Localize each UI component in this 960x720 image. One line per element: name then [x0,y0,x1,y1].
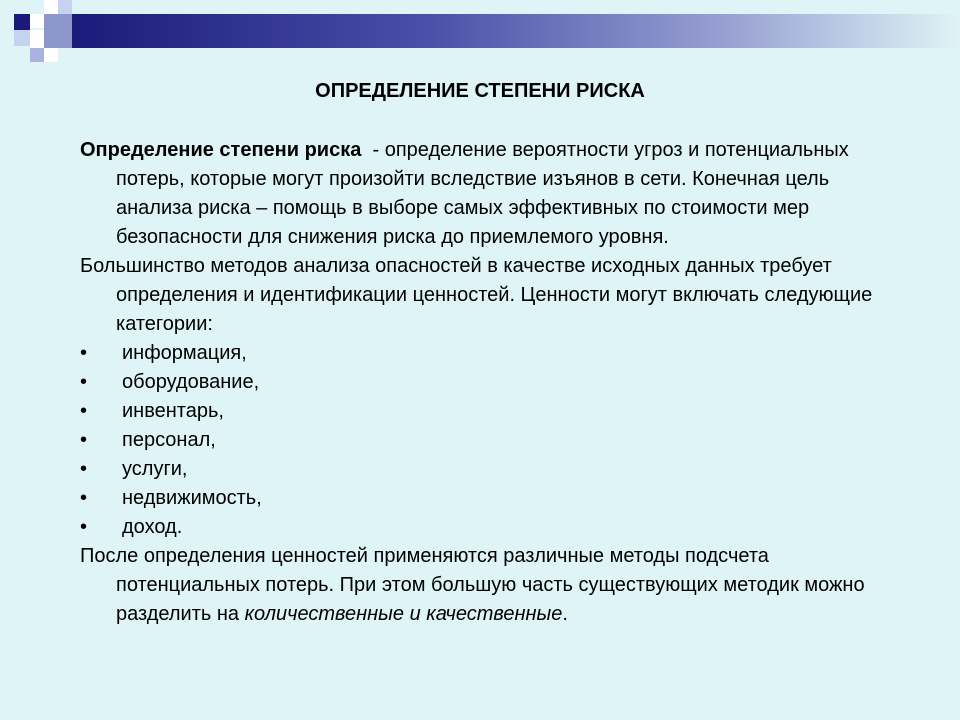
decor-square [30,30,44,48]
bullet-icon: • [80,400,88,422]
closing-end: . [562,603,568,625]
decor-square [14,30,30,46]
closing-paragraph [80,542,900,629]
bullet-icon: • [80,487,88,509]
bullet-icon: • [80,429,88,451]
list-item: • оборудование, [80,368,900,397]
definition-term: Определение степени риска [80,139,362,161]
decor-square [58,0,72,14]
bullet-icon: • [80,342,88,364]
closing-text: После определения ценностей применяются различные методы подсчета потенциальных потерь. При этом большую часть существующих методик можно разделить на [80,545,865,625]
bullet-icon: • [80,458,88,480]
closing-emphasis: количественные и качественные [244,603,563,625]
decor-square [44,48,58,62]
bullet-icon: • [80,371,88,393]
decor-square [30,14,44,28]
decor-square [14,14,30,30]
bullet-icon: • [80,516,88,538]
list-item: • персонал, [80,426,900,455]
slide-title: ОПРЕДЕЛЕНИЕ СТЕПЕНИ РИСКА [315,80,645,102]
list-item: • инвентарь, [80,397,900,426]
methods-paragraph: Большинство методов анализа опасностей в качестве исходных данных требует определения и идентификации ценностей. Ценности могут включать следующие категории: [80,255,873,335]
list-item: • информация, [80,339,900,368]
categories-list [80,339,900,542]
decor-square [44,14,72,48]
header-gradient-bar [72,14,960,48]
definition-text: - определение вероятности угроз и потенциальных потерь, которые могут произойти вследствие изъянов в сети. Конечная цель анализа риска – помощь в выборе самых эффективных по стоимости мер безопасности для снижения риска до приемлемого уровня. [116,139,855,248]
list-item: • доход. [80,513,900,542]
definition-paragraph [80,136,900,252]
decor-square [44,0,58,14]
list-item: • услуги, [80,455,900,484]
slide-content [80,136,900,629]
decor-square [30,48,44,62]
list-item: • недвижимость, [80,484,900,513]
